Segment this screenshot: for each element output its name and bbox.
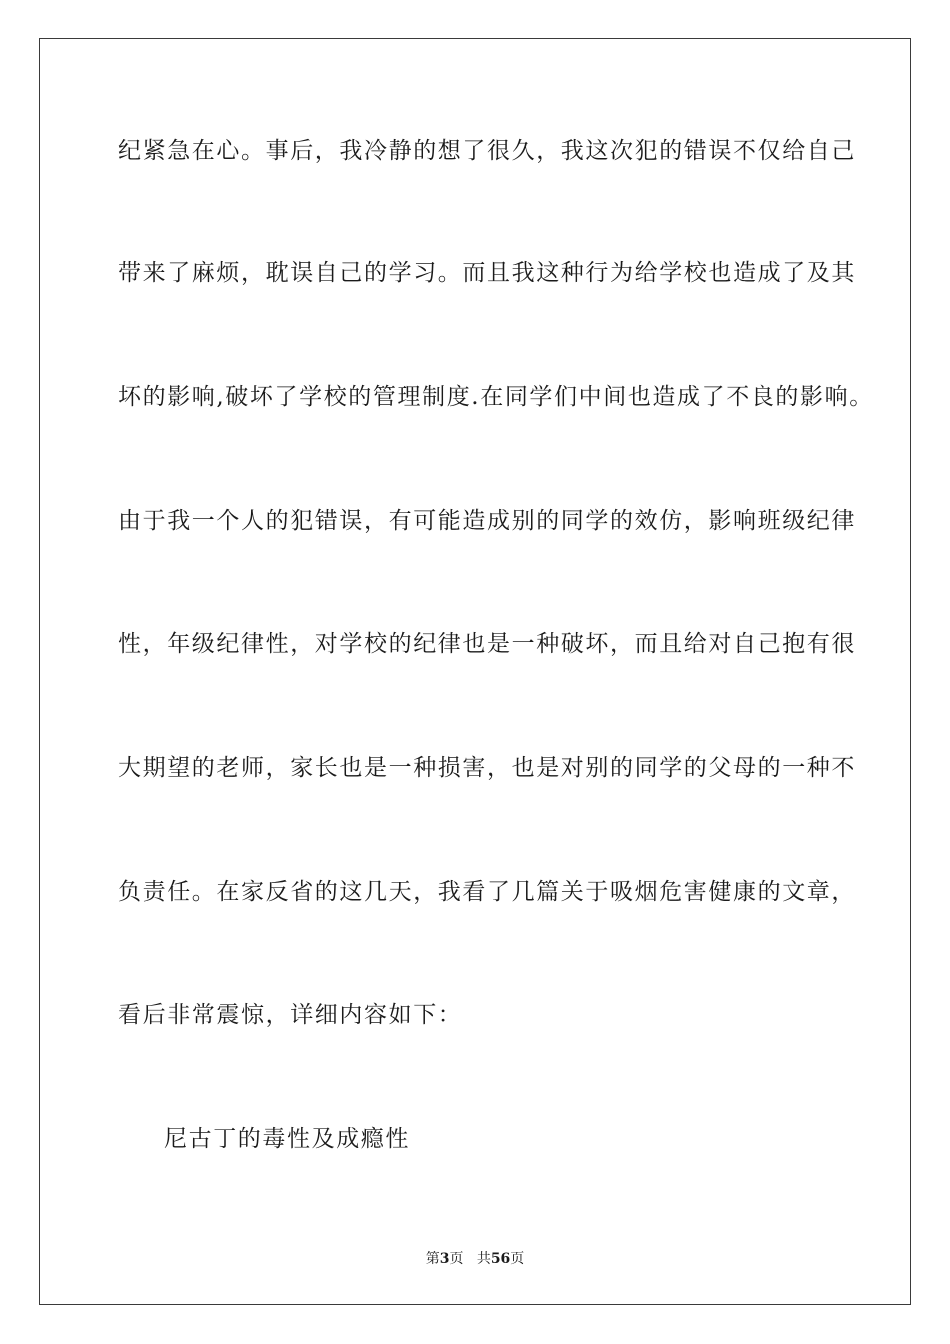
body-text-line-4: 由于我一个人的犯错误，有可能造成别的同学的效仿，影响班级纪律: [118, 508, 856, 534]
total-prefix: 共: [476, 1251, 491, 1267]
page-footer: [0, 1248, 950, 1268]
body-text-line-3: 坏的影响,破坏了学校的管理制度.在同学们中间也造成了不良的影响。: [118, 384, 874, 410]
body-text-line-7: 负责任。在家反省的这几天，我看了几篇关于吸烟危害健康的文章，: [118, 879, 856, 905]
page-number: 3: [439, 1251, 450, 1267]
body-text-line-1: 纪紧急在心。事后，我冷静的想了很久，我这次犯的错误不仅给自己: [118, 138, 856, 164]
page-prefix: 第: [425, 1251, 440, 1267]
page-border: [39, 38, 911, 1305]
section-subheading: 尼古丁的毒性及成瘾性: [164, 1126, 410, 1152]
total-suffix: 页: [510, 1251, 525, 1267]
total-pages: 56: [490, 1251, 511, 1267]
body-text-line-5: 性，年级纪律性，对学校的纪律也是一种破坏，而且给对自己抱有很: [118, 631, 856, 657]
body-text-line-8: 看后非常震惊，详细内容如下：: [118, 1002, 463, 1028]
body-text-line-2: 带来了麻烦，耽误自己的学习。而且我这种行为给学校也造成了及其: [118, 260, 856, 286]
page-suffix: 页: [449, 1251, 464, 1267]
body-text-line-6: 大期望的老师，家长也是一种损害，也是对别的同学的父母的一种不: [118, 755, 856, 781]
